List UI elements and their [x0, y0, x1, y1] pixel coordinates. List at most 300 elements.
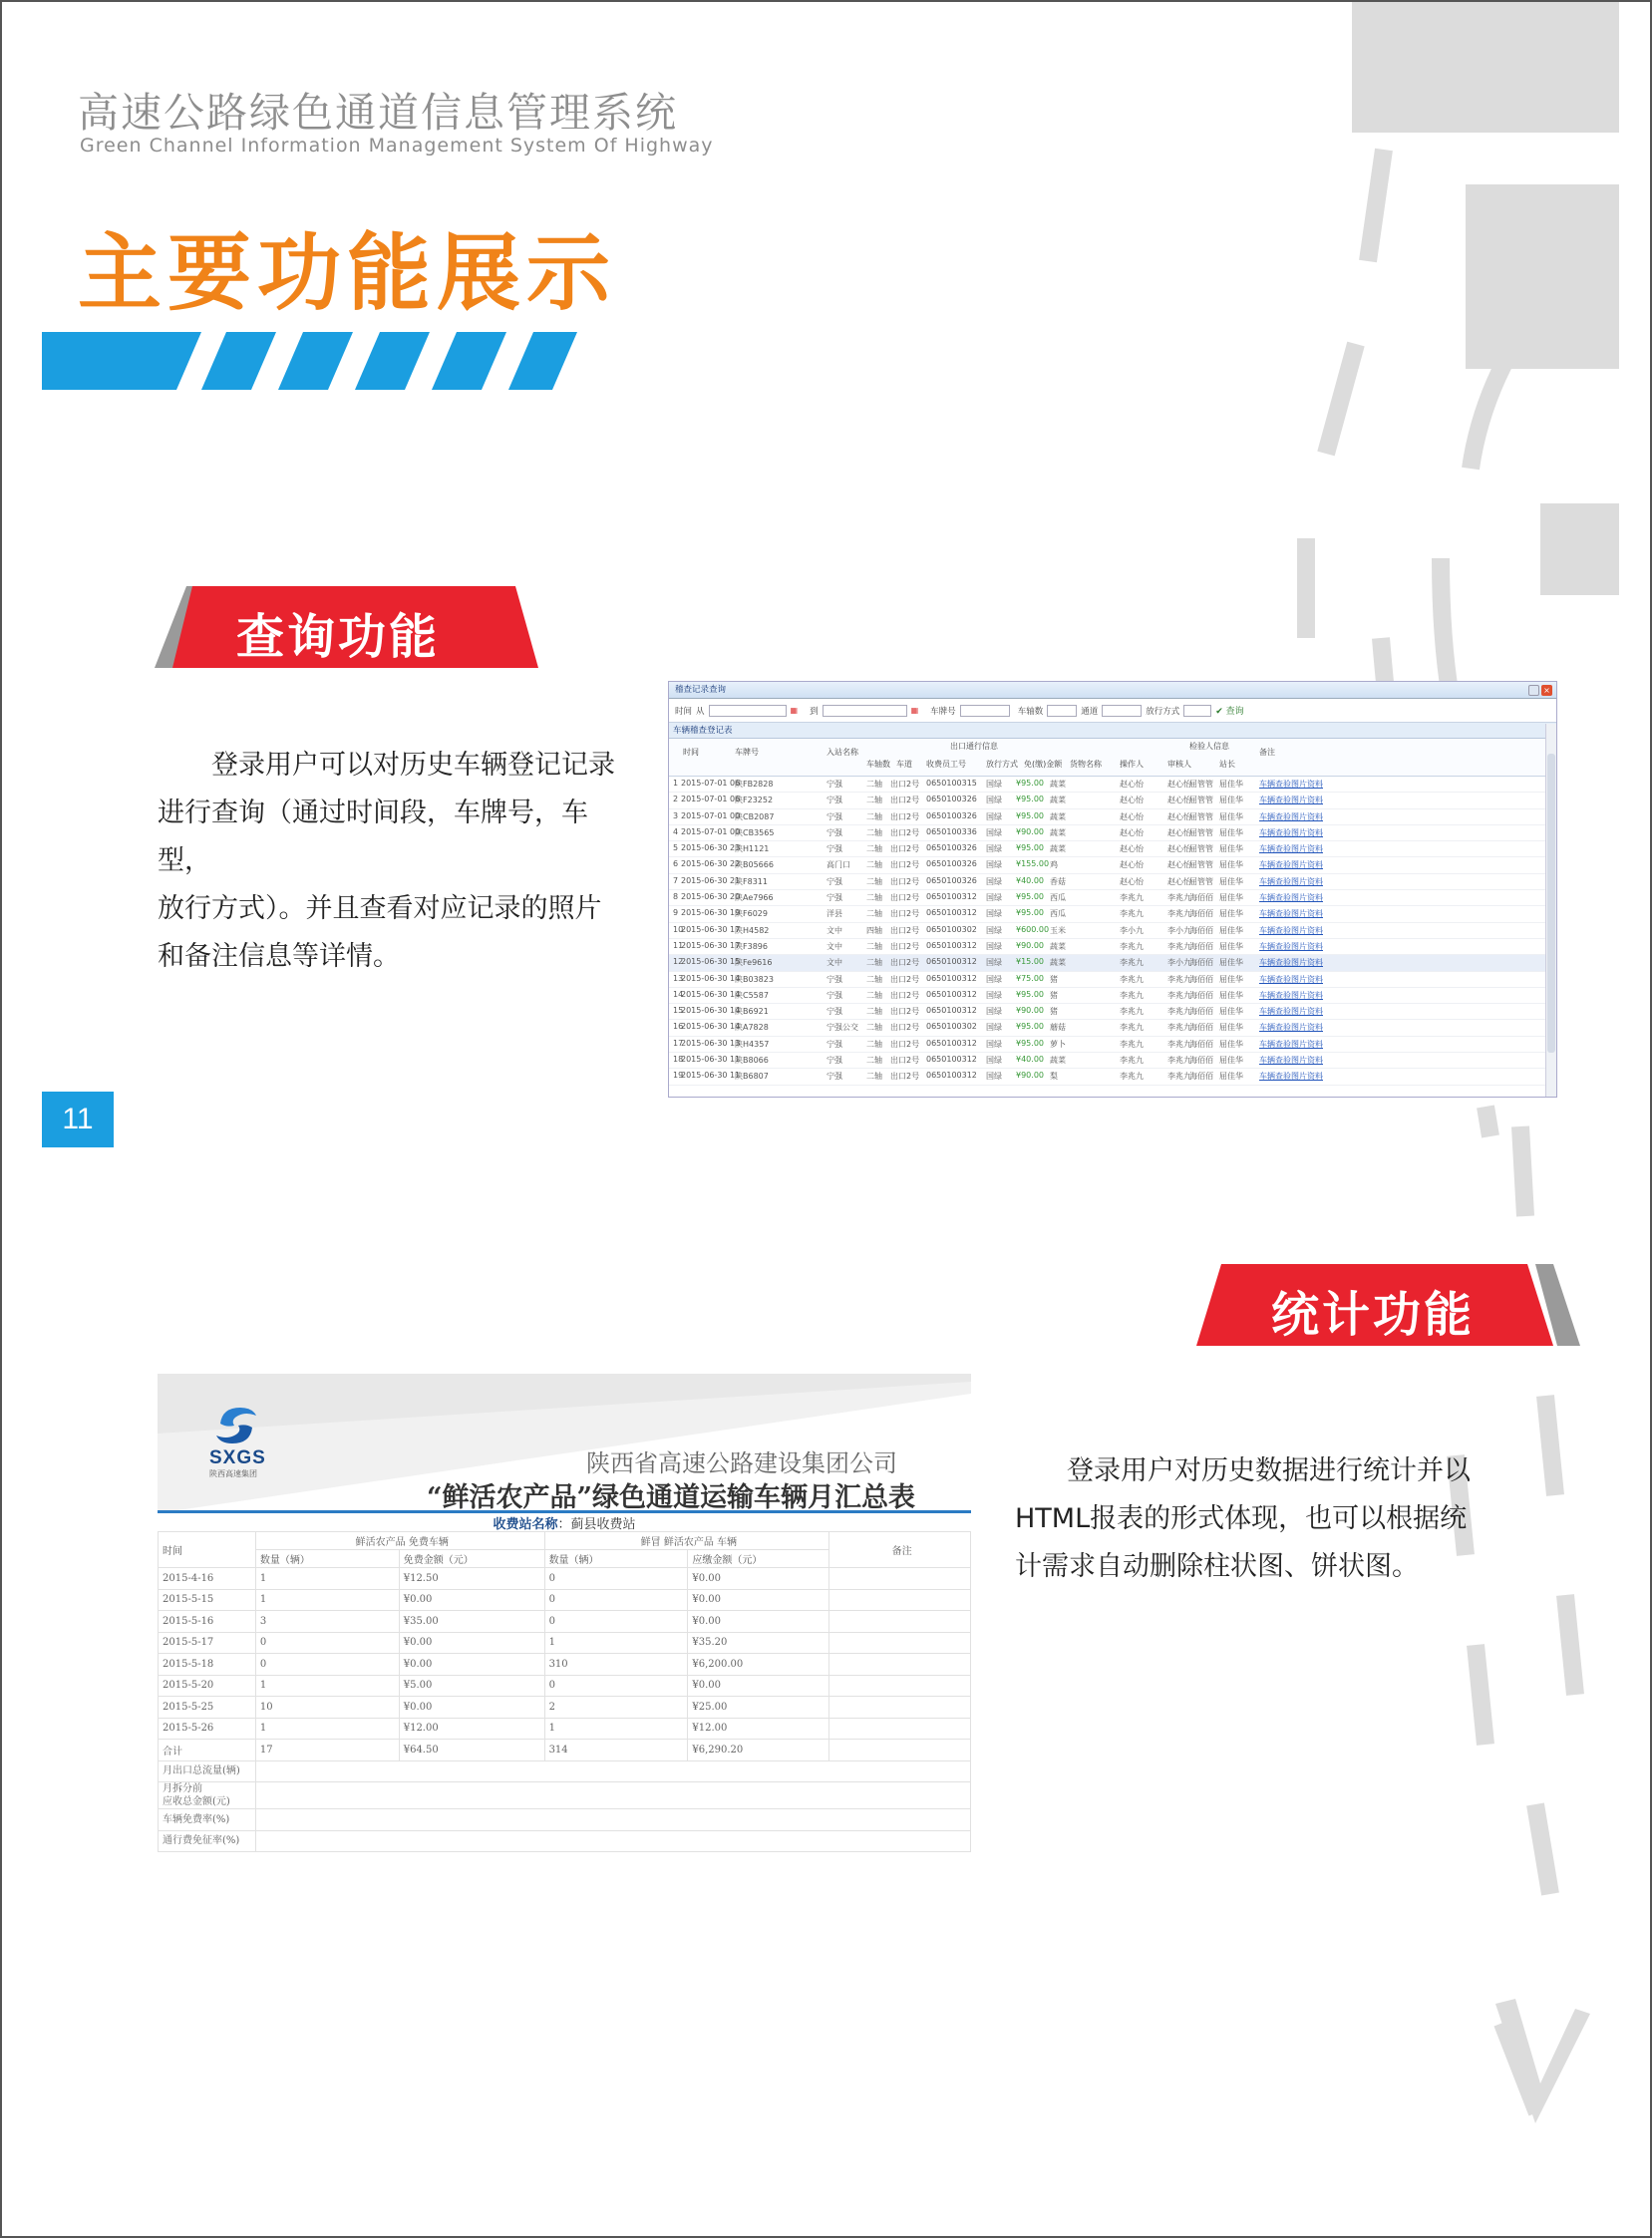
- table-cell: 李兆九: [1167, 1023, 1191, 1033]
- stats-summary-label: 通行费免征率(%): [159, 1830, 256, 1852]
- table-cell: 国绿: [986, 1056, 1002, 1066]
- table-cell: 海佰佰: [1189, 974, 1213, 984]
- table-cell: 二轴: [866, 1072, 882, 1082]
- table-cell: ¥95.00: [1016, 1038, 1044, 1048]
- stats-cell: 314: [544, 1740, 688, 1761]
- plate-input[interactable]: [960, 705, 1010, 717]
- table-cell: 海佰佰: [1189, 1007, 1213, 1017]
- table-row[interactable]: [669, 777, 1556, 793]
- table-cell: 国绿: [986, 860, 1002, 870]
- stats-cell: 1: [255, 1675, 399, 1697]
- table-cell: 屈管管: [1189, 780, 1213, 789]
- table-cell: 2015-06-30 14: [681, 973, 741, 983]
- table-cell: 0650100312: [926, 973, 977, 983]
- time-label: 时间: [675, 706, 693, 717]
- table-row[interactable]: [669, 906, 1556, 922]
- table-cell: 6: [673, 859, 679, 869]
- table-cell: 陕FB2828: [735, 780, 774, 789]
- photo-link[interactable]: 车辆查验图片资料: [1259, 941, 1323, 951]
- photo-link[interactable]: 车辆查验图片资料: [1259, 780, 1323, 789]
- table-cell: 1: [673, 779, 679, 788]
- table-cell: 2015-06-30 22: [681, 859, 741, 869]
- photo-link[interactable]: 车辆查验图片资料: [1259, 811, 1323, 821]
- stats-row: [159, 1740, 971, 1761]
- stats-summary-value: [255, 1760, 970, 1782]
- photo-link[interactable]: 车辆查验图片资料: [1259, 909, 1323, 919]
- photo-link[interactable]: 车辆查验图片资料: [1259, 1039, 1323, 1049]
- table-cell: 屈佳华: [1219, 1039, 1243, 1049]
- table-cell: 洋县: [826, 909, 842, 919]
- table-cell: 0650100312: [926, 957, 977, 967]
- stats-cell: 0: [255, 1654, 399, 1676]
- stats-desc-line-1: 登录用户对历史数据进行统计并以: [1067, 1455, 1471, 1486]
- table-cell: 出口2号: [890, 1039, 920, 1049]
- table-cell: ¥95.00: [1016, 843, 1044, 853]
- table-cell: 国绿: [986, 909, 1002, 919]
- close-icon[interactable]: ×: [1541, 685, 1552, 696]
- table-cell: 屈佳华: [1219, 941, 1243, 951]
- table-cell: 陕F8311: [735, 876, 768, 886]
- axle-label: 车轴数: [1017, 706, 1044, 717]
- table-cell: 0650100326: [926, 810, 977, 820]
- table-cell: 屈佳华: [1219, 1007, 1243, 1017]
- table-row[interactable]: [669, 793, 1556, 808]
- stats-row: [159, 1632, 971, 1654]
- table-cell: 二轴: [866, 958, 882, 968]
- table-cell: 12: [673, 957, 684, 967]
- query-button[interactable]: ✔ 查询: [1215, 707, 1244, 717]
- table-cell: 0650100336: [926, 826, 977, 836]
- table-cell: 蔬菜: [1050, 1056, 1066, 1066]
- minimize-icon[interactable]: [1528, 685, 1539, 696]
- table-cell: ¥95.00: [1016, 779, 1044, 788]
- table-cell: 2015-06-30 21: [681, 875, 741, 885]
- photo-link[interactable]: 车辆查验图片资料: [1259, 876, 1323, 886]
- table-cell: 国绿: [986, 796, 1002, 805]
- grid-scrollbar[interactable]: [1545, 724, 1556, 1097]
- table-cell: 陕H1121: [735, 844, 770, 854]
- table-cell: 出口2号: [890, 941, 920, 951]
- stats-desc-line-2: HTML报表的形式体现，也可以根据统: [1015, 1503, 1468, 1534]
- col-goods: 货物名称: [1070, 760, 1102, 769]
- to-label: 到: [810, 706, 819, 717]
- table-cell: 李小九: [1167, 925, 1191, 935]
- table-cell: 二轴: [866, 844, 882, 854]
- table-cell: ¥90.00: [1016, 940, 1044, 950]
- table-row[interactable]: [669, 955, 1556, 971]
- grid-body: [669, 777, 1556, 1086]
- photo-link[interactable]: 车辆查验图片资料: [1259, 844, 1323, 854]
- table-cell: 海佰佰: [1189, 1023, 1213, 1033]
- table-cell: 0650100315: [926, 779, 977, 788]
- stats-row: [159, 1654, 971, 1676]
- stats-cell: 10: [255, 1697, 399, 1719]
- table-cell: 海佰佰: [1189, 925, 1213, 935]
- table-cell: 陕B6807: [735, 1072, 769, 1082]
- table-cell: 西瓜: [1050, 909, 1066, 919]
- calendar-icon[interactable]: ▦: [790, 706, 799, 715]
- table-cell: 玉米: [1050, 925, 1066, 935]
- photo-link[interactable]: 车辆查验图片资料: [1259, 796, 1323, 805]
- heading-stripes: [42, 332, 580, 390]
- table-cell: 0650100326: [926, 859, 977, 869]
- table-cell: ¥75.00: [1016, 973, 1044, 983]
- stats-cell: 2015-5-17: [159, 1632, 256, 1654]
- table-cell: 李兆九: [1167, 974, 1191, 984]
- plate-label: 车牌号: [930, 706, 956, 717]
- table-cell: 出口2号: [890, 844, 920, 854]
- photo-link[interactable]: 车辆查验图片资料: [1259, 827, 1323, 837]
- col-card: 收费员工号: [926, 760, 966, 769]
- stats-cell: ¥0.00: [399, 1632, 544, 1654]
- table-cell: 蔬菜: [1050, 844, 1066, 854]
- stats-cell: ¥0.00: [399, 1589, 544, 1611]
- table-cell: 二轴: [866, 796, 882, 805]
- table-cell: 屈佳华: [1219, 893, 1243, 903]
- table-cell: 蔬菜: [1050, 796, 1066, 805]
- table-cell: 二轴: [866, 811, 882, 821]
- table-row[interactable]: [669, 874, 1556, 890]
- table-cell: 陕F3896: [735, 941, 768, 951]
- table-cell: 屈佳华: [1219, 780, 1243, 789]
- stats-summary-row: [159, 1760, 971, 1782]
- table-cell: 2015-07-01 06: [681, 779, 741, 788]
- table-cell: 四轴: [866, 925, 882, 935]
- table-cell: 赵心怡: [1120, 811, 1144, 821]
- table-cell: 李兆九: [1120, 1056, 1144, 1066]
- photo-link[interactable]: 车辆查验图片资料: [1259, 893, 1323, 903]
- query-desc-line-1: 登录用户可以对历史车辆登记记录: [211, 750, 615, 781]
- table-cell: 文中: [826, 925, 842, 935]
- table-cell: 陕B03823: [735, 974, 774, 984]
- table-cell: 宁强: [826, 811, 842, 821]
- table-row[interactable]: [669, 841, 1556, 857]
- table-cell: 陕H4357: [735, 1039, 770, 1049]
- table-cell: 5: [673, 843, 679, 853]
- table-cell: 蔬菜: [1050, 780, 1066, 789]
- table-cell: 国绿: [986, 974, 1002, 984]
- col-exit-group: 出口通行信息: [950, 742, 998, 751]
- query-window-title: 稽查记录查询: [675, 685, 727, 695]
- table-cell: 二轴: [866, 941, 882, 951]
- table-cell: 屈佳华: [1219, 876, 1243, 886]
- stats-summary-label: 月拆分前 应收总金额(元): [159, 1782, 256, 1809]
- table-cell: 0650100312: [926, 1055, 977, 1065]
- table-cell: 3: [673, 810, 679, 820]
- stats-cell: ¥12.00: [399, 1718, 544, 1740]
- table-row[interactable]: [669, 857, 1556, 873]
- table-cell: 李兆九: [1120, 974, 1144, 984]
- table-cell: ¥90.00: [1016, 1071, 1044, 1081]
- table-cell: 李兆九: [1120, 1023, 1144, 1033]
- table-cell: 8: [673, 892, 679, 902]
- table-cell: 屈佳华: [1219, 925, 1243, 935]
- table-cell: 海佰佰: [1189, 909, 1213, 919]
- table-row[interactable]: [669, 1020, 1556, 1036]
- table-cell: 出口2号: [890, 893, 920, 903]
- table-cell: 13: [673, 973, 684, 983]
- table-cell: 陕B05666: [735, 860, 774, 870]
- table-cell: 李兆九: [1120, 958, 1144, 968]
- stats-description: [1015, 1447, 1503, 1591]
- stats-header-row: [159, 1532, 971, 1550]
- query-desc-line-2: 进行查询（通过时间段，车牌号，车型，: [158, 798, 588, 876]
- stats-col-time: 时间: [159, 1532, 256, 1568]
- table-cell: 宁强: [826, 990, 842, 1000]
- scrollbar-thumb[interactable]: [1547, 754, 1555, 1053]
- table-cell: 屈佳华: [1219, 974, 1243, 984]
- logo-text: SXGS: [209, 1447, 266, 1468]
- table-cell: 赵心怡: [1120, 827, 1144, 837]
- table-cell: ¥155.00: [1016, 859, 1050, 869]
- table-cell: 出口2号: [890, 1056, 920, 1066]
- grid-header: [669, 739, 1556, 777]
- stats-cell: 2015-5-16: [159, 1611, 256, 1633]
- photo-link[interactable]: 车辆查验图片资料: [1259, 1007, 1323, 1017]
- stats-summary-value: [255, 1830, 970, 1852]
- table-cell: 屈管管: [1189, 796, 1213, 805]
- table-cell: 陕B6921: [735, 1007, 769, 1017]
- table-cell: ¥90.00: [1016, 1006, 1044, 1016]
- query-desc-line-3: 放行方式）。并且查看对应记录的照片: [158, 893, 602, 924]
- table-cell: 出口2号: [890, 796, 920, 805]
- stats-sub-paid-amt: 应缴金额（元）: [688, 1550, 829, 1568]
- table-cell: ¥90.00: [1016, 826, 1044, 836]
- stats-summary-value: [255, 1782, 970, 1809]
- table-row[interactable]: [669, 1069, 1556, 1085]
- col-check-group: 检验人信息: [1189, 742, 1229, 751]
- table-cell: 屈佳华: [1219, 1023, 1243, 1033]
- table-cell: 猪: [1050, 990, 1058, 1000]
- table-cell: 0650100326: [926, 843, 977, 853]
- table-cell: 19: [673, 1071, 684, 1081]
- stats-cell: 0: [544, 1675, 688, 1697]
- table-cell: 屈佳华: [1219, 958, 1243, 968]
- table-cell: 2015-06-30 20: [681, 892, 741, 902]
- table-cell: 李兆九: [1167, 941, 1191, 951]
- table-cell: 屈佳华: [1219, 811, 1243, 821]
- query-tag: [155, 586, 538, 668]
- table-cell: 0650100326: [926, 875, 977, 885]
- col-axle: 车轴数: [866, 760, 890, 769]
- table-cell: 二轴: [866, 990, 882, 1000]
- table-cell: 海佰佰: [1189, 893, 1213, 903]
- system-title-zh: 高速公路绿色通道信息管理系统: [78, 89, 678, 137]
- table-cell: 赵心怡: [1167, 860, 1191, 870]
- table-cell: 0650100312: [926, 1006, 977, 1016]
- from-date-input[interactable]: [709, 705, 787, 717]
- stats-sub-qty: 数量（辆）: [544, 1550, 688, 1568]
- stats-cell: 2015-5-15: [159, 1589, 256, 1611]
- table-row[interactable]: [669, 988, 1556, 1004]
- system-title-en: Green Channel Information Management System Of Highway: [80, 135, 714, 157]
- stats-desc-line-3: 计需求自动删除柱状图、饼状图。: [1015, 1551, 1419, 1582]
- table-cell: 2: [673, 795, 679, 804]
- table-cell: 出口2号: [890, 780, 920, 789]
- col-lane: 车道: [896, 760, 912, 769]
- col-chief: 站长: [1219, 760, 1235, 769]
- table-row[interactable]: [669, 1037, 1556, 1053]
- stats-cell: 1: [255, 1589, 399, 1611]
- stats-cell: ¥64.50: [399, 1740, 544, 1761]
- stats-report: [158, 1374, 971, 1887]
- col-plate: 车牌号: [735, 748, 759, 757]
- table-cell: 猪: [1050, 1007, 1058, 1017]
- table-cell: 文中: [826, 941, 842, 951]
- table-cell: 0650100312: [926, 892, 977, 902]
- photo-link[interactable]: 车辆查验图片资料: [1259, 990, 1323, 1000]
- logo-subtext: 陕西高速集团: [209, 1469, 257, 1478]
- table-cell: 宁强: [826, 1056, 842, 1066]
- table-cell: 陕A7828: [735, 1023, 769, 1033]
- table-cell: 屈佳华: [1219, 1056, 1243, 1066]
- table-cell: 宁强: [826, 974, 842, 984]
- table-cell: 屈佳华: [1219, 990, 1243, 1000]
- table-cell: 屈管管: [1189, 827, 1213, 837]
- table-cell: 陕CB2087: [735, 811, 775, 821]
- table-row[interactable]: [669, 1053, 1556, 1069]
- stats-sub-free-amt: 免费金额（元）: [399, 1550, 544, 1568]
- table-cell: 0650100312: [926, 1071, 977, 1081]
- col-reviewer: 审核人: [1167, 760, 1191, 769]
- photo-link[interactable]: 车辆查验图片资料: [1259, 1056, 1323, 1066]
- table-cell: 出口2号: [890, 811, 920, 821]
- grid-title: 车辆稽查登记表: [669, 723, 1556, 739]
- stats-group-free: 鲜活农产品 免费车辆: [255, 1532, 544, 1550]
- table-cell: 陕F6029: [735, 909, 768, 919]
- table-cell: 4: [673, 826, 679, 836]
- col-release: 放行方式: [986, 760, 1018, 769]
- table-cell: 香菇: [1050, 876, 1066, 886]
- query-window: [668, 681, 1557, 1098]
- stats-cell: 2015-4-16: [159, 1568, 256, 1590]
- photo-link[interactable]: 车辆查验图片资料: [1259, 974, 1323, 984]
- stats-cell: ¥0.00: [688, 1568, 829, 1590]
- photo-link[interactable]: 车辆查验图片资料: [1259, 925, 1323, 935]
- table-cell: 16: [673, 1022, 684, 1032]
- table-cell: 国绿: [986, 893, 1002, 903]
- stats-cell: 2: [544, 1697, 688, 1719]
- table-cell: 屈佳华: [1219, 909, 1243, 919]
- stats-sub-qty: 数量（辆）: [255, 1550, 399, 1568]
- table-cell: 屈佳华: [1219, 860, 1243, 870]
- stats-cell: ¥0.00: [688, 1675, 829, 1697]
- photo-link[interactable]: 车辆查验图片资料: [1259, 860, 1323, 870]
- table-cell: 李兆九: [1120, 1039, 1144, 1049]
- table-cell: 2015-06-30 11: [681, 1071, 741, 1081]
- pass-select[interactable]: [1102, 705, 1142, 717]
- calendar-icon[interactable]: ▦: [910, 706, 919, 715]
- stats-cell: [829, 1697, 971, 1719]
- stats-col-remark: 备注: [829, 1532, 971, 1568]
- axle-select[interactable]: [1047, 705, 1077, 717]
- stats-cell: 2015-5-26: [159, 1718, 256, 1740]
- table-cell: 二轴: [866, 1007, 882, 1017]
- table-cell: 0650100302: [926, 924, 977, 934]
- stats-cell: 合计: [159, 1740, 256, 1761]
- table-cell: 赵心怡: [1120, 796, 1144, 805]
- table-cell: 出口2号: [890, 958, 920, 968]
- table-cell: 二轴: [866, 1039, 882, 1049]
- stats-cell: ¥6,290.20: [688, 1740, 829, 1761]
- table-cell: 李兆九: [1167, 990, 1191, 1000]
- query-description: [158, 742, 636, 981]
- query-tag-label: 查询功能: [236, 609, 441, 665]
- table-cell: 宁强: [826, 1072, 842, 1082]
- table-cell: 出口2号: [890, 1072, 920, 1082]
- col-time: 时间: [683, 748, 699, 757]
- table-cell: 萝卜: [1050, 1039, 1066, 1049]
- table-cell: 0650100312: [926, 1038, 977, 1048]
- table-cell: ¥15.00: [1016, 957, 1044, 967]
- table-cell: 出口2号: [890, 1023, 920, 1033]
- table-cell: 赵心怡: [1120, 876, 1144, 886]
- stats-row: [159, 1611, 971, 1633]
- photo-link[interactable]: 车辆查验图片资料: [1259, 1023, 1323, 1033]
- table-cell: 11: [673, 940, 684, 950]
- stats-cell: 1: [255, 1568, 399, 1590]
- table-cell: 宁强: [826, 876, 842, 886]
- stats-cell: [829, 1632, 971, 1654]
- table-cell: 蔬菜: [1050, 941, 1066, 951]
- table-row[interactable]: [669, 939, 1556, 955]
- table-cell: 宁强: [826, 844, 842, 854]
- table-cell: 国绿: [986, 876, 1002, 886]
- table-cell: 海佰佰: [1189, 941, 1213, 951]
- table-row[interactable]: [669, 1004, 1556, 1020]
- stats-summary-value: [255, 1809, 970, 1831]
- to-date-input[interactable]: [823, 705, 907, 717]
- table-cell: 赵心怡: [1167, 796, 1191, 805]
- photo-link[interactable]: 车辆查验图片资料: [1259, 958, 1323, 968]
- table-row[interactable]: [669, 923, 1556, 939]
- table-cell: 出口2号: [890, 827, 920, 837]
- stats-cell: 1: [544, 1632, 688, 1654]
- table-cell: 西瓜: [1050, 893, 1066, 903]
- table-cell: 2015-06-30 14: [681, 1006, 741, 1016]
- table-row[interactable]: [669, 890, 1556, 906]
- table-cell: 屈管管: [1189, 860, 1213, 870]
- stats-row: [159, 1718, 971, 1740]
- table-cell: 李兆九: [1120, 909, 1144, 919]
- table-cell: 屈佳华: [1219, 1072, 1243, 1082]
- table-cell: 屈管管: [1189, 876, 1213, 886]
- stats-table: [158, 1531, 971, 1852]
- stats-cell: ¥5.00: [399, 1675, 544, 1697]
- table-row[interactable]: [669, 972, 1556, 988]
- table-cell: 陕C5587: [735, 990, 769, 1000]
- table-cell: 屈佳华: [1219, 796, 1243, 805]
- from-label: 从: [696, 706, 705, 717]
- table-cell: 猪: [1050, 974, 1058, 984]
- table-cell: 海佰佰: [1189, 958, 1213, 968]
- stats-cell: ¥25.00: [688, 1697, 829, 1719]
- photo-link[interactable]: 车辆查验图片资料: [1259, 1072, 1323, 1082]
- table-cell: 李兆九: [1167, 1007, 1191, 1017]
- release-select[interactable]: [1183, 705, 1211, 717]
- stats-cell: 310: [544, 1654, 688, 1676]
- table-cell: 文中: [826, 958, 842, 968]
- table-cell: 7: [673, 875, 679, 885]
- stats-cell: 0: [544, 1568, 688, 1590]
- col-amount: 免(缴)金额: [1024, 760, 1063, 769]
- table-cell: 2015-06-30 13: [681, 1038, 741, 1048]
- table-row[interactable]: [669, 809, 1556, 825]
- col-entry: 入站名称: [826, 748, 858, 757]
- table-row[interactable]: [669, 825, 1556, 841]
- table-cell: 李兆九: [1167, 893, 1191, 903]
- stats-cell: 1: [255, 1718, 399, 1740]
